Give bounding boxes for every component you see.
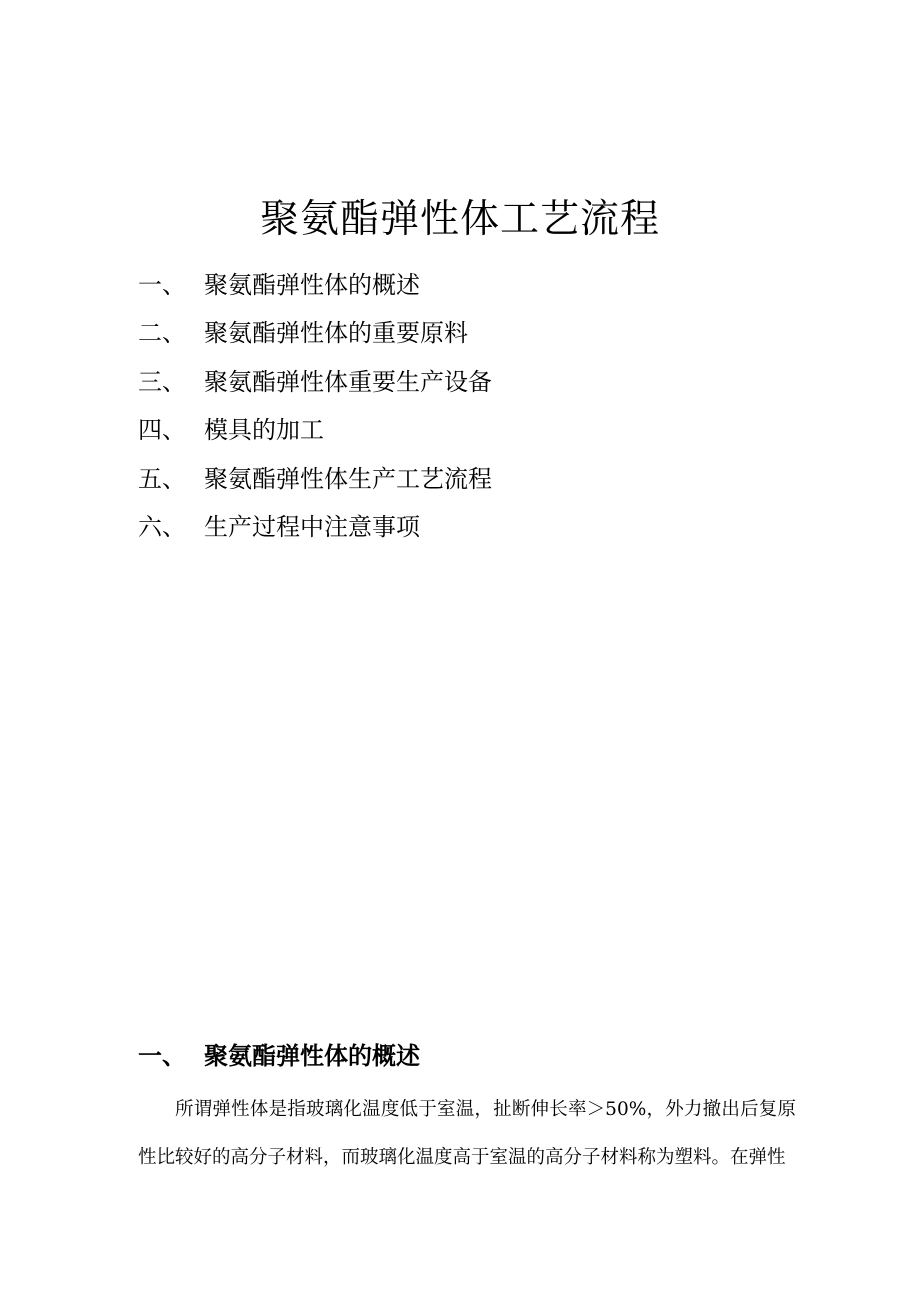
toc-item-number: 三、: [138, 367, 186, 396]
toc-item: [138, 355, 798, 404]
section-overview: [138, 1030, 798, 1182]
section-heading: [138, 1030, 798, 1076]
document-title: 聚氨酯弹性体工艺流程: [259, 197, 660, 242]
table-of-contents: [138, 258, 798, 549]
toc-item: [138, 307, 798, 356]
toc-item-text: 聚氨酯弹性体重要生产设备: [204, 367, 492, 396]
toc-item-text: 生产过程中注意事项: [204, 513, 420, 542]
toc-item-number: 二、: [138, 319, 186, 348]
toc-item-text: 模具的加工: [204, 416, 324, 445]
toc-item-text: 聚氨酯弹性体的重要原料: [204, 319, 468, 348]
toc-item-number: 四、: [138, 416, 186, 445]
toc-item-number: 六、: [138, 513, 186, 542]
section-number: 一、: [138, 1041, 186, 1070]
toc-item-text: 聚氨酯弹性体生产工艺流程: [204, 464, 492, 493]
section-paragraph: 所谓弹性体是指玻璃化温度低于室温，扯断伸长率＞50%，外力撤出后复原性比较好的高分子材料，而玻璃化温度高于室温的高分子材料称为塑料。在弹性: [138, 1099, 796, 1168]
toc-item: [138, 258, 798, 307]
toc-item: [138, 501, 798, 550]
toc-item-text: 聚氨酯弹性体的概述: [204, 270, 420, 299]
toc-item-number: 五、: [138, 464, 186, 493]
toc-item: [138, 404, 798, 453]
toc-item-number: 一、: [138, 270, 186, 299]
toc-item: [138, 452, 798, 501]
section-heading-text: 聚氨酯弹性体的概述: [204, 1041, 420, 1070]
